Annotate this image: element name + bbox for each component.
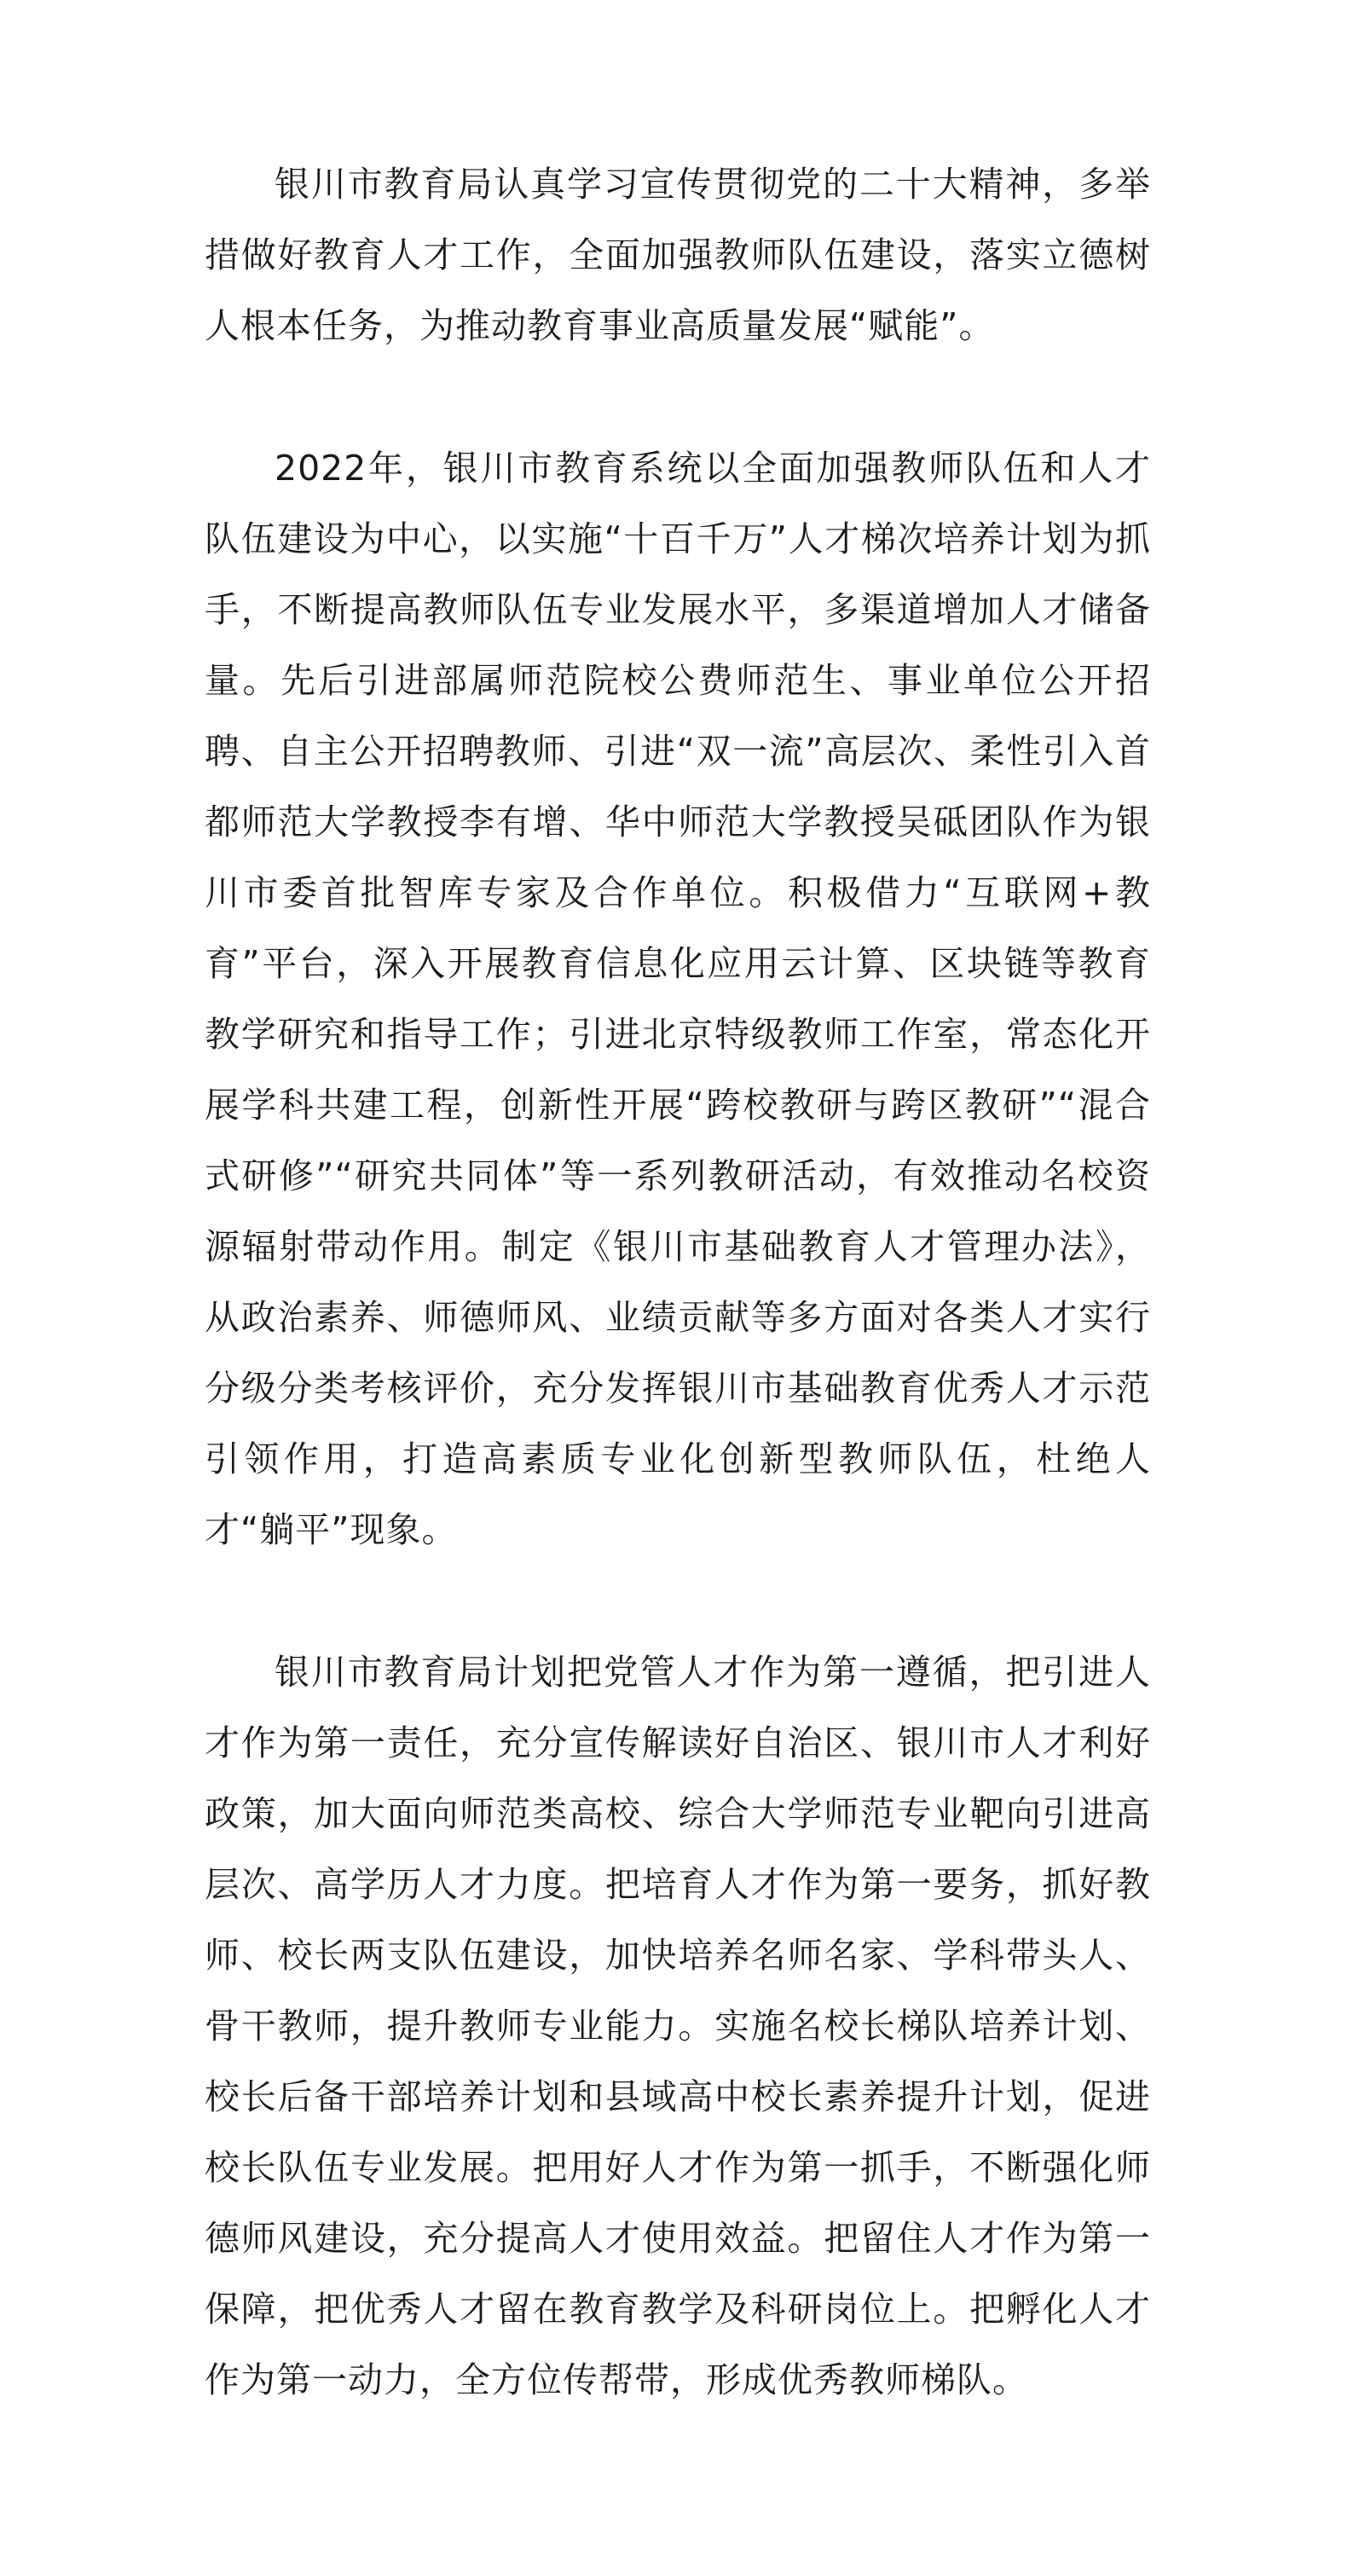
article-body — [205, 149, 1151, 2416]
paragraph-intro: 银川市教育局认真学习宣传贯彻党的二十大精神，多举措做好教育人才工作，全面加强教师队伍建设，落实立德树人根本任务，为推动教育事业高质量发展“赋能”。 — [205, 164, 1151, 346]
paragraph-talent-plan: 银川市教育局计划把党管人才作为第一遵循，把引进人才作为第一责任，充分宣传解读好自治区、银川市人才利好政策，加大面向师范类高校、综合大学师范专业靶向引进高层次、高学历人才力度。把培育人才作为第一要务，抓好教师、校长两支队伍建设，加快培养名师名家、学科带头人、骨干教师，提升教师专业能力。实施名校长梯队培养计划、校长后备干部培养计划和县域高中校长素养提升计划，促进校长队伍专业发展。把用好人才作为第一抓手，不断强化师德师风建设，充分提高人才使用效益。把留住人才作为第一保障，把优秀人才留在教育教学及科研岗位上。把孵化人才作为第一动力，全方位传帮带，形成优秀教师梯队。 — [205, 1652, 1151, 2400]
paragraph-2022-measures: 2022年，银川市教育系统以全面加强教师队伍和人才队伍建设为中心，以实施“十百千万”人才梯次培养计划为抓手，不断提高教师队伍专业发展水平，多渠道增加人才储备量。先后引进部属师范院校公费师范生、事业单位公开招聘、自主公开招聘教师、引进“双一流”高层次、柔性引入首都师范大学教授李有增、华中师范大学教授吴砥团队作为银川市委首批智库专家及合作单位。积极借力“互联网+教育”平台，深入开展教育信息化应用云计算、区块链等教育教学研究和指导工作；引进北京特级教师工作室，常态化开展学科共建工程，创新性开展“跨校教研与跨区教研”“混合式研修”“研究共同体”等一系列教研活动，有效推动名校资源辐射带动作用。制定《银川市基础教育人才管理办法》，从政治素养、师德师风、业绩贡献等多方面对各类人才实行分级分类考核评价，充分发挥银川市基础教育优秀人才示范引领作用，打造高素质专业化创新型教师队伍，杜绝人才“躺平”现象。 — [205, 448, 1151, 1550]
